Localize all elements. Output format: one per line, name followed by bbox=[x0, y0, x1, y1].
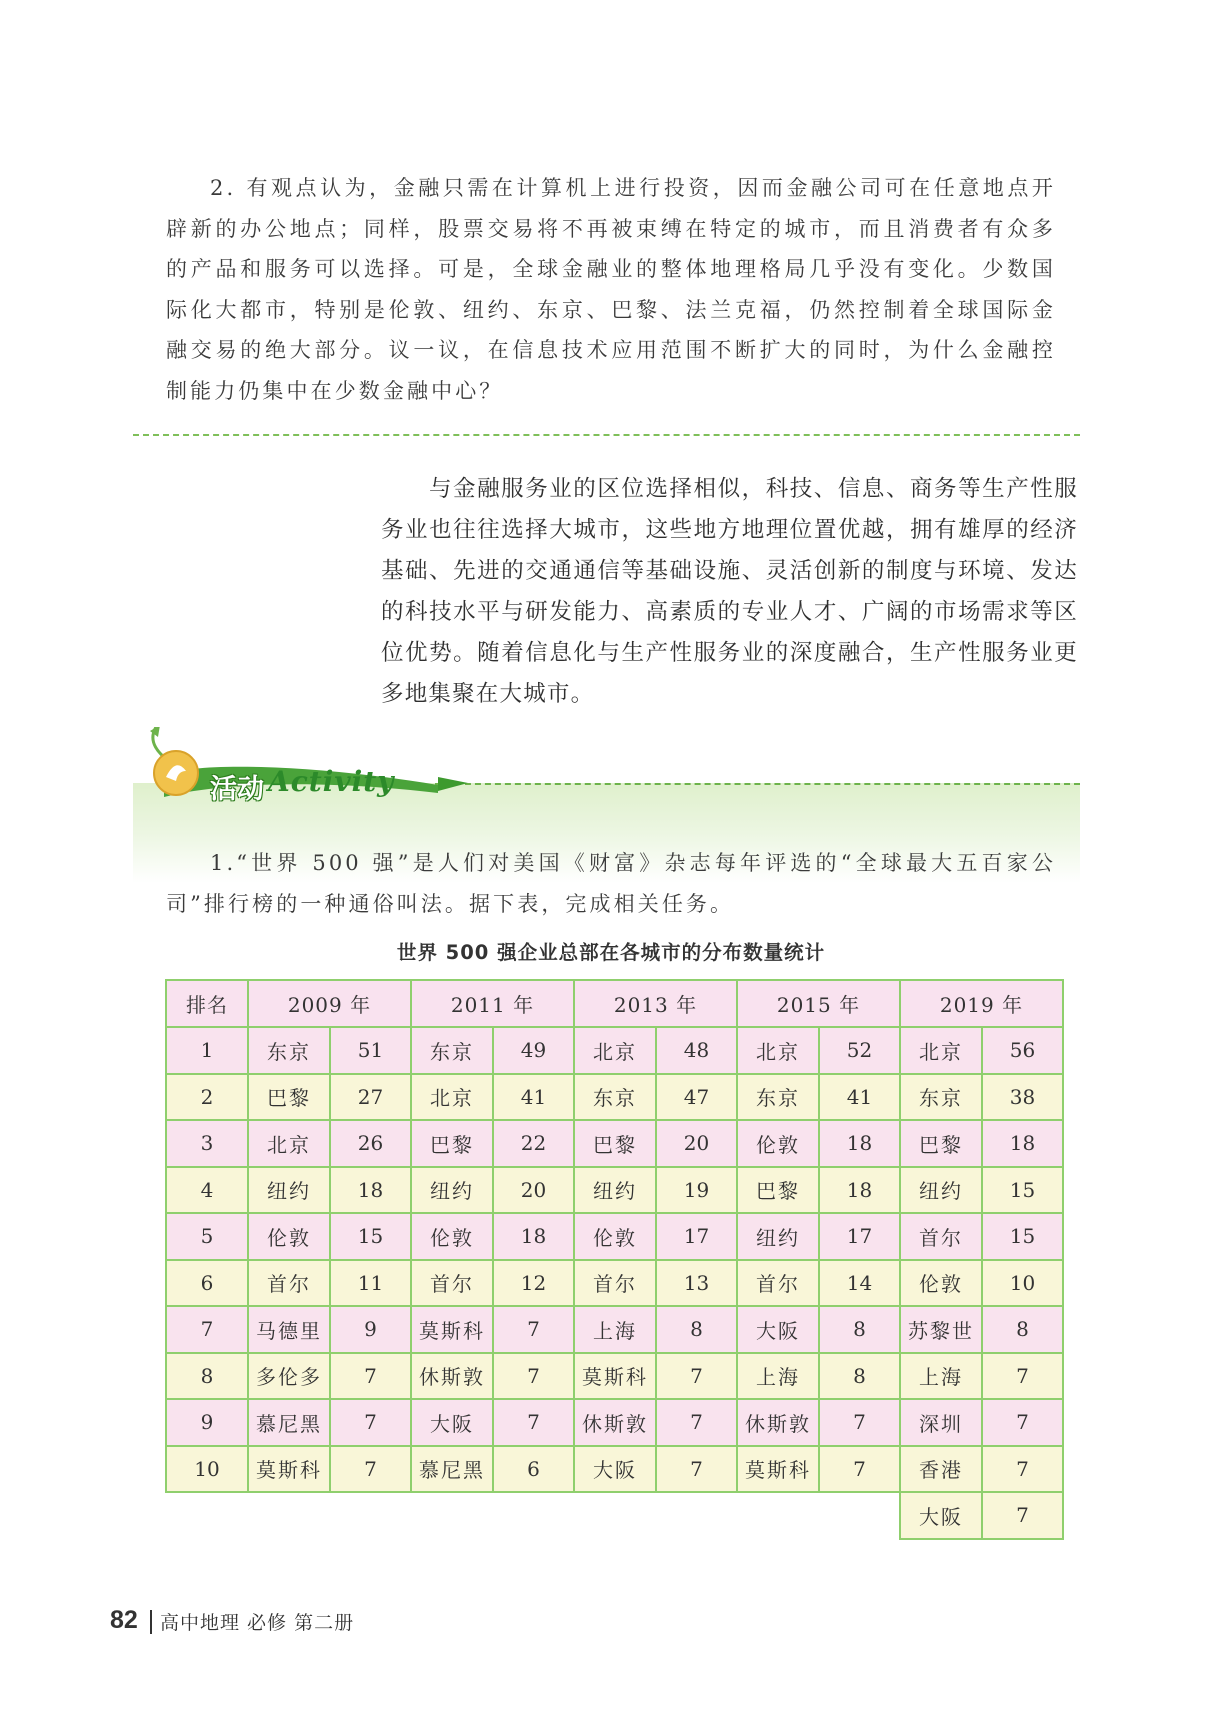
count-cell: 18 bbox=[493, 1213, 574, 1260]
city-cell: 莫斯科 bbox=[248, 1446, 330, 1493]
count-cell: 41 bbox=[819, 1074, 900, 1121]
city-cell: 莫斯科 bbox=[411, 1306, 493, 1353]
city-cell: 首尔 bbox=[737, 1260, 819, 1307]
city-cell: 上海 bbox=[900, 1353, 982, 1400]
rank-cell: 3 bbox=[166, 1120, 248, 1167]
count-cell: 18 bbox=[330, 1167, 411, 1214]
city-cell: 大阪 bbox=[900, 1492, 982, 1539]
city-cell: 上海 bbox=[737, 1353, 819, 1400]
table-row bbox=[166, 1213, 1063, 1260]
city-cell: 伦敦 bbox=[574, 1213, 656, 1260]
city-cell: 大阪 bbox=[737, 1306, 819, 1353]
city-cell: 首尔 bbox=[411, 1260, 493, 1307]
table-row bbox=[166, 1353, 1063, 1400]
count-cell: 38 bbox=[982, 1074, 1063, 1121]
city-cell: 大阪 bbox=[411, 1399, 493, 1446]
rank-cell: 10 bbox=[166, 1446, 248, 1493]
count-cell: 19 bbox=[656, 1167, 737, 1214]
count-cell: 7 bbox=[330, 1353, 411, 1400]
rank-cell: 5 bbox=[166, 1213, 248, 1260]
city-cell: 东京 bbox=[574, 1074, 656, 1121]
city-cell: 马德里 bbox=[248, 1306, 330, 1353]
count-cell: 13 bbox=[656, 1260, 737, 1307]
count-cell: 7 bbox=[656, 1446, 737, 1493]
count-cell: 17 bbox=[656, 1213, 737, 1260]
count-cell: 48 bbox=[656, 1027, 737, 1074]
rank-cell: 2 bbox=[166, 1074, 248, 1121]
count-cell: 47 bbox=[656, 1074, 737, 1121]
city-cell: 纽约 bbox=[574, 1167, 656, 1214]
city-cell: 休斯敦 bbox=[411, 1353, 493, 1400]
count-cell: 7 bbox=[493, 1306, 574, 1353]
city-cell: 北京 bbox=[411, 1074, 493, 1121]
count-cell: 10 bbox=[982, 1260, 1063, 1307]
city-cell: 深圳 bbox=[900, 1399, 982, 1446]
rank-cell: 7 bbox=[166, 1306, 248, 1353]
count-cell: 7 bbox=[982, 1492, 1063, 1539]
city-cell: 大阪 bbox=[574, 1446, 656, 1493]
count-cell: 7 bbox=[982, 1399, 1063, 1446]
city-cell: 巴黎 bbox=[900, 1120, 982, 1167]
count-cell: 7 bbox=[330, 1446, 411, 1493]
count-cell: 22 bbox=[493, 1120, 574, 1167]
count-cell: 17 bbox=[819, 1213, 900, 1260]
city-cell: 伦敦 bbox=[411, 1213, 493, 1260]
city-cell: 苏黎世 bbox=[900, 1306, 982, 1353]
count-cell: 15 bbox=[330, 1213, 411, 1260]
count-cell: 18 bbox=[982, 1120, 1063, 1167]
count-cell: 20 bbox=[493, 1167, 574, 1214]
section-divider bbox=[133, 434, 1080, 436]
count-cell: 18 bbox=[819, 1120, 900, 1167]
page-number: 82 bbox=[110, 1606, 138, 1634]
count-cell: 51 bbox=[330, 1027, 411, 1074]
city-ranking-table bbox=[165, 979, 1064, 1540]
city-cell: 慕尼黑 bbox=[411, 1446, 493, 1493]
year-header: 2011 年 bbox=[411, 980, 574, 1027]
city-cell: 巴黎 bbox=[248, 1074, 330, 1121]
count-cell: 14 bbox=[819, 1260, 900, 1307]
count-cell: 49 bbox=[493, 1027, 574, 1074]
count-cell: 52 bbox=[819, 1027, 900, 1074]
city-cell: 首尔 bbox=[574, 1260, 656, 1307]
count-cell: 7 bbox=[493, 1399, 574, 1446]
count-cell: 7 bbox=[656, 1353, 737, 1400]
count-cell: 41 bbox=[493, 1074, 574, 1121]
table-row bbox=[166, 1167, 1063, 1214]
count-cell: 27 bbox=[330, 1074, 411, 1121]
city-cell: 首尔 bbox=[248, 1260, 330, 1307]
activity-title-en: Activity bbox=[268, 765, 395, 798]
city-cell: 北京 bbox=[737, 1027, 819, 1074]
table-caption: 世界 500 强企业总部在各城市的分布数量统计 bbox=[396, 941, 826, 964]
count-cell: 8 bbox=[819, 1353, 900, 1400]
city-cell: 北京 bbox=[900, 1027, 982, 1074]
city-cell: 伦敦 bbox=[248, 1213, 330, 1260]
book-title: 高中地理 必修 第二册 bbox=[160, 1612, 355, 1634]
city-cell: 东京 bbox=[411, 1027, 493, 1074]
count-cell: 18 bbox=[819, 1167, 900, 1214]
city-cell: 莫斯科 bbox=[737, 1446, 819, 1493]
city-cell: 东京 bbox=[737, 1074, 819, 1121]
activity-divider bbox=[435, 783, 1080, 785]
rank-cell: 6 bbox=[166, 1260, 248, 1307]
city-cell: 莫斯科 bbox=[574, 1353, 656, 1400]
city-cell: 首尔 bbox=[900, 1213, 982, 1260]
count-cell: 12 bbox=[493, 1260, 574, 1307]
count-cell: 6 bbox=[493, 1446, 574, 1493]
rank-cell: 9 bbox=[166, 1399, 248, 1446]
city-cell: 上海 bbox=[574, 1306, 656, 1353]
rank-cell: 1 bbox=[166, 1027, 248, 1074]
year-header: 2015 年 bbox=[737, 980, 900, 1027]
table-row bbox=[166, 1120, 1063, 1167]
year-header: 2009 年 bbox=[248, 980, 411, 1027]
city-cell: 纽约 bbox=[248, 1167, 330, 1214]
table-row bbox=[166, 1260, 1063, 1307]
city-cell: 巴黎 bbox=[574, 1120, 656, 1167]
table-header-row bbox=[166, 980, 1063, 1027]
count-cell: 7 bbox=[330, 1399, 411, 1446]
count-cell: 7 bbox=[493, 1353, 574, 1400]
table-row bbox=[166, 1306, 1063, 1353]
count-cell: 26 bbox=[330, 1120, 411, 1167]
count-cell: 8 bbox=[819, 1306, 900, 1353]
city-cell: 休斯敦 bbox=[737, 1399, 819, 1446]
intro-paragraph: 与金融服务业的区位选择相似，科技、信息、商务等生产性服务业也往往选择大城市，这些地方地理位置优越，拥有雄厚的经济基础、先进的交通通信等基础设施、灵活创新的制度与环境、发达的科技水平与研发能力、高素质的专业人才、广阔的市场需求等区位优势。随着信息化与生产性服务业的深度融合，生产性服务业更多地集聚在大城市。 bbox=[381, 476, 1078, 707]
year-header: 2013 年 bbox=[574, 980, 737, 1027]
city-cell: 纽约 bbox=[411, 1167, 493, 1214]
table-row bbox=[166, 1027, 1063, 1074]
city-cell: 北京 bbox=[574, 1027, 656, 1074]
activity-title-cn: 活动 bbox=[210, 774, 264, 805]
city-cell: 东京 bbox=[900, 1074, 982, 1121]
city-cell: 休斯敦 bbox=[574, 1399, 656, 1446]
count-cell: 7 bbox=[982, 1446, 1063, 1493]
empty-cell bbox=[166, 1492, 900, 1539]
city-cell: 多伦多 bbox=[248, 1353, 330, 1400]
city-cell: 巴黎 bbox=[737, 1167, 819, 1214]
year-header: 2019 年 bbox=[900, 980, 1063, 1027]
count-cell: 7 bbox=[819, 1399, 900, 1446]
count-cell: 11 bbox=[330, 1260, 411, 1307]
city-cell: 伦敦 bbox=[900, 1260, 982, 1307]
count-cell: 7 bbox=[982, 1353, 1063, 1400]
rank-cell: 4 bbox=[166, 1167, 248, 1214]
city-cell: 纽约 bbox=[737, 1213, 819, 1260]
count-cell: 7 bbox=[656, 1399, 737, 1446]
city-cell: 香港 bbox=[900, 1446, 982, 1493]
count-cell: 8 bbox=[656, 1306, 737, 1353]
count-cell: 9 bbox=[330, 1306, 411, 1353]
city-cell: 慕尼黑 bbox=[248, 1399, 330, 1446]
city-cell: 巴黎 bbox=[411, 1120, 493, 1167]
table-row bbox=[166, 1399, 1063, 1446]
footer-divider bbox=[150, 1610, 152, 1634]
count-cell: 15 bbox=[982, 1167, 1063, 1214]
count-cell: 56 bbox=[982, 1027, 1063, 1074]
rank-cell: 8 bbox=[166, 1353, 248, 1400]
table-extra-row bbox=[166, 1492, 1063, 1539]
count-cell: 8 bbox=[982, 1306, 1063, 1353]
city-cell: 东京 bbox=[248, 1027, 330, 1074]
city-cell: 纽约 bbox=[900, 1167, 982, 1214]
table-row bbox=[166, 1074, 1063, 1121]
question-2-paragraph: 2. 有观点认为，金融只需在计算机上进行投资，因而金融公司可在任意地点开辟新的办公地点；同样，股票交易将不再被束缚在特定的城市，而且消费者有众多的产品和服务可以选择。可是，全球金融业的整体地理格局几乎没有变化。少数国际化大都市，特别是伦敦、纽约、东京、巴黎、法兰克福，仍然控制着全球国际金融交易的绝大部分。议一议，在信息技术应用范围不断扩大的同时，为什么金融控制能力仍集中在少数金融中心？ bbox=[166, 176, 1056, 403]
rank-header: 排名 bbox=[166, 980, 248, 1027]
activity-task-1: 1.“世界 500 强”是人们对美国《财富》杂志每年评选的“全球最大五百家公司”排行榜的一种通俗叫法。据下表，完成相关任务。 bbox=[166, 851, 1056, 916]
table-row bbox=[166, 1446, 1063, 1493]
count-cell: 20 bbox=[656, 1120, 737, 1167]
count-cell: 15 bbox=[982, 1213, 1063, 1260]
city-cell: 伦敦 bbox=[737, 1120, 819, 1167]
count-cell: 7 bbox=[819, 1446, 900, 1493]
city-cell: 北京 bbox=[248, 1120, 330, 1167]
